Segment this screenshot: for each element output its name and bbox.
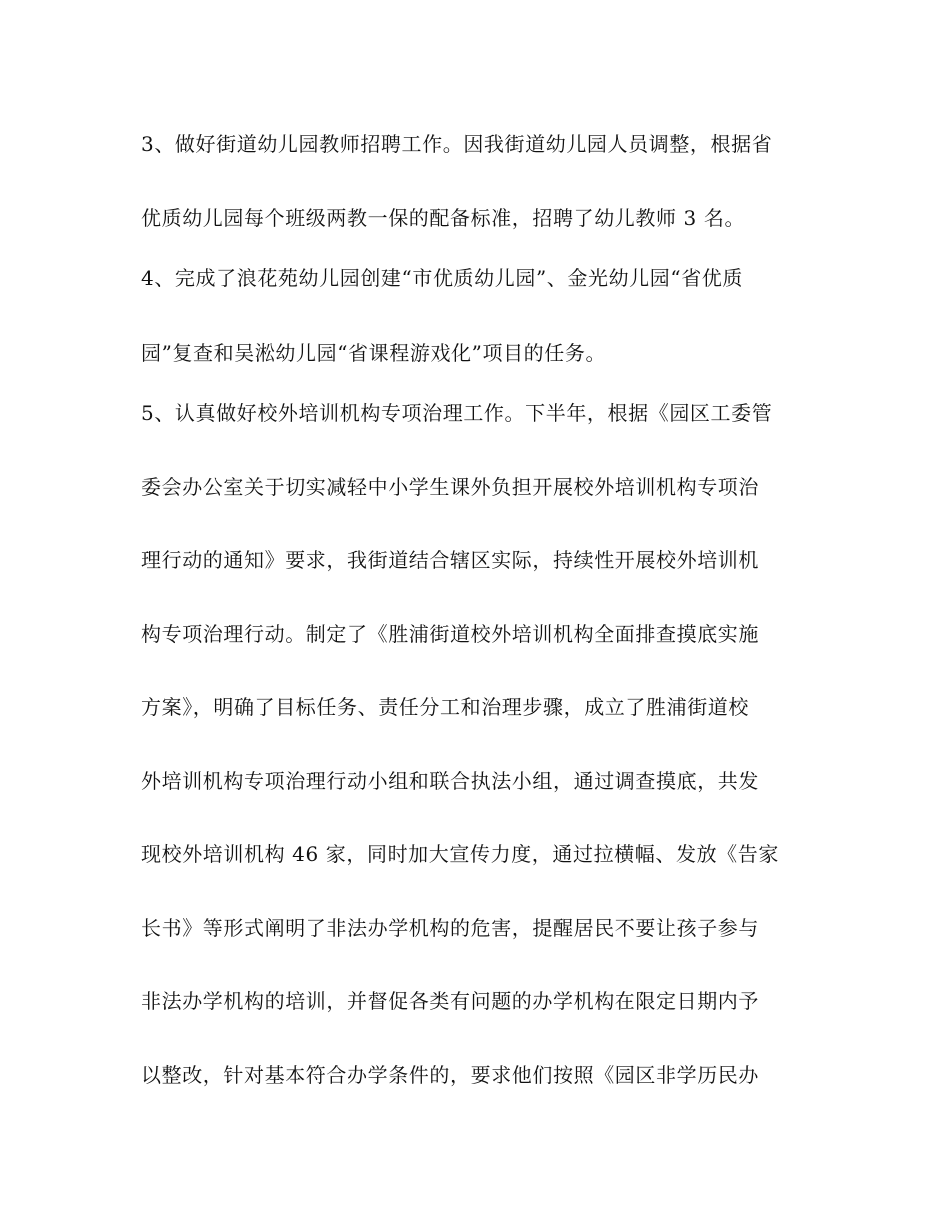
paragraph-5-line-4: 构专项治理行动。制定了《胜浦街道校外培训机构全面排查摸底实施 xyxy=(141,622,759,646)
paragraph-3-line-1: 3、做好街道幼儿园教师招聘工作。因我街道幼儿园人员调整，根据省 xyxy=(141,132,773,156)
paragraph-4-line-1: 4、完成了浪花苑幼儿园创建“市优质幼儿园”、金光幼儿园“省优质 xyxy=(141,266,743,290)
paragraph-5-line-5: 方案》，明确了目标任务、责任分工和治理步骤，成立了胜浦街道校 xyxy=(141,695,749,719)
paragraph-5-line-7: 现校外培训机构 46 家，同时加大宣传力度，通过拉横幅、发放《告家 xyxy=(141,842,779,866)
paragraph-5-line-3: 理行动的通知》要求，我街道结合辖区实际，持续性开展校外培训机 xyxy=(141,548,759,572)
paragraph-5-line-10: 以整改，针对基本符合办学条件的，要求他们按照《园区非学历民办 xyxy=(141,1063,759,1087)
paragraph-4-line-2: 园”复查和吴淞幼儿园“省课程游戏化”项目的任务。 xyxy=(141,341,607,365)
paragraph-5-line-6: 外培训机构专项治理行动小组和联合执法小组，通过调查摸底，共发 xyxy=(141,769,759,793)
paragraph-5-line-2: 委会办公室关于切实减轻中小学生课外负担开展校外培训机构专项治 xyxy=(141,475,759,499)
paragraph-3-line-2: 优质幼儿园每个班级两教一保的配备标准，招聘了幼儿教师 3 名。 xyxy=(141,206,746,230)
paragraph-5-line-1: 5、认真做好校外培训机构专项治理工作。下半年，根据《园区工委管 xyxy=(141,401,773,425)
paragraph-5-line-8: 长书》等形式阐明了非法办学机构的危害，提醒居民不要让孩子参与 xyxy=(141,916,759,940)
paragraph-5-line-9: 非法办学机构的培训，并督促各类有问题的办学机构在限定日期内予 xyxy=(141,989,759,1013)
